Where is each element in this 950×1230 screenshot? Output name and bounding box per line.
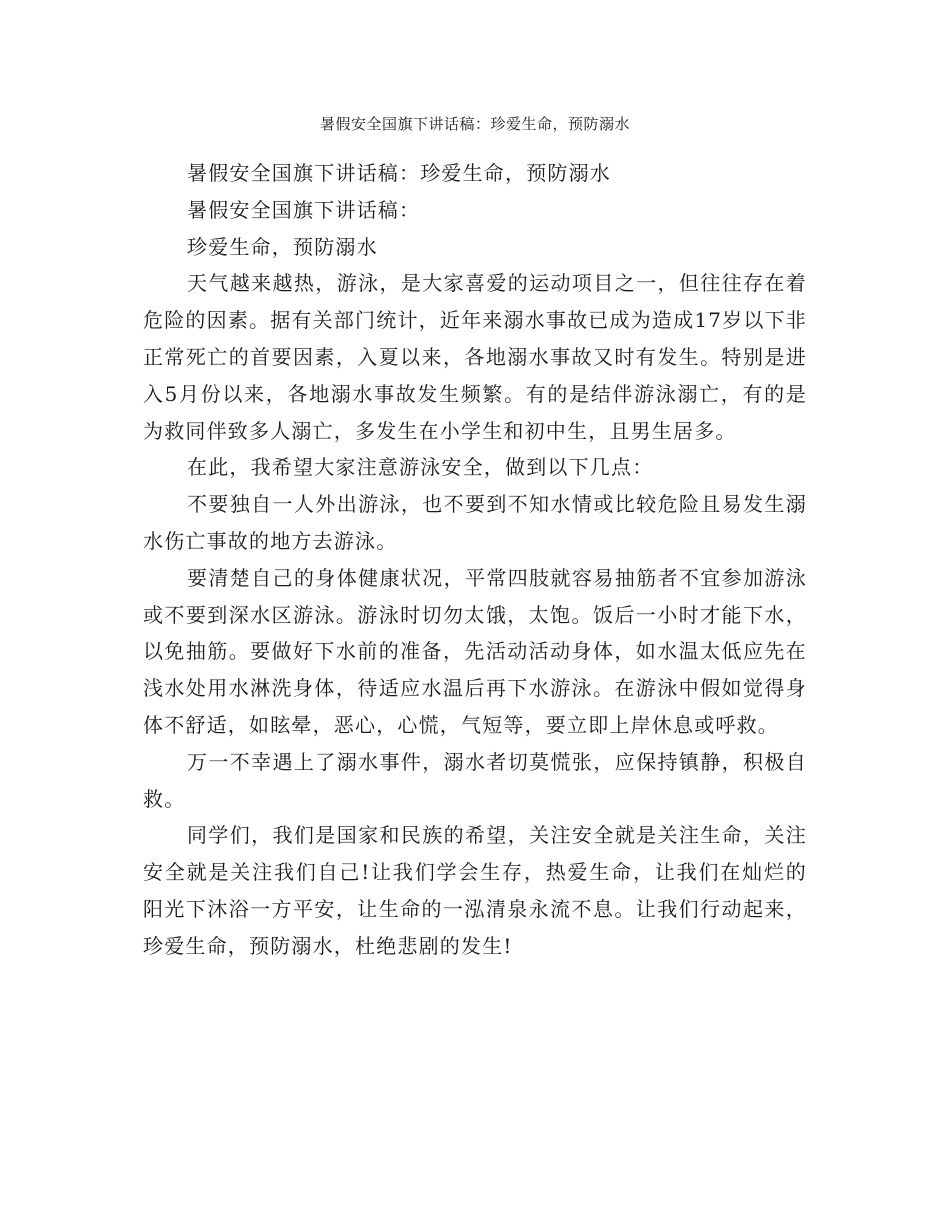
paragraph-point-2: 要清楚自己的身体健康状况，平常四肢就容易抽筋者不宜参加游泳或不要到深水区游泳。游泳时切勿太饿，太饱。饭后一小时才能下水，以免抽筋。要做好下水前的准备，先活动活动身体，如水温太低应先在浅水处用水淋洗身体，待适应水温后再下水游泳。在游泳中假如觉得身体不舒适，如眩晕，恶心，心慌，气短等，要立即上岸休息或呼救。 [143,565,807,737]
paragraph-point-1: 不要独自一人外出游泳，也不要到不知水情或比较危险且易发生溺水伤亡事故的地方去游泳。 [143,492,807,553]
paragraph-point-3: 万一不幸遇上了溺水事件，溺水者切莫慌张，应保持镇静，积极自救。 [143,749,807,811]
page-header: 暑假安全国旗下讲话稿：珍爱生命，预防溺水 [319,115,630,133]
paragraph-title-full: 暑假安全国旗下讲话稿：珍爱生命，预防溺水 [187,161,611,185]
paragraph-intro: 天气越来越热，游泳，是大家喜爱的运动项目之一，但往往存在着危险的因素。据有关部门统计，近年来溺水事故已成为造成17岁以下非正常死亡的首要因素，入夏以来，各地溺水事故又时有发生。特别是进入5月份以来，各地溺水事故发生频繁。有的是结伴游泳溺亡，有的是为救同伴致多人溺亡，多发生在小学生和初中生，且男生居多。 [143,271,807,443]
paragraph-title-part-2: 珍爱生命，预防溺水 [187,234,378,259]
paragraph-title-part-1: 暑假安全国旗下讲话稿： [187,197,421,222]
paragraph-points-lead: 在此，我希望大家注意游泳安全，做到以下几点： [187,455,654,480]
document-body [143,155,807,965]
paragraph-closing: 同学们，我们是国家和民族的希望，关注安全就是关注生命，关注安全就是关注我们自己!让我们学会生存，热爱生命，让我们在灿烂的阳光下沐浴一方平安，让生命的一泓清泉永流不息。让我们行动起来，珍爱生命，预防溺水，杜绝悲剧的发生! [143,823,807,958]
